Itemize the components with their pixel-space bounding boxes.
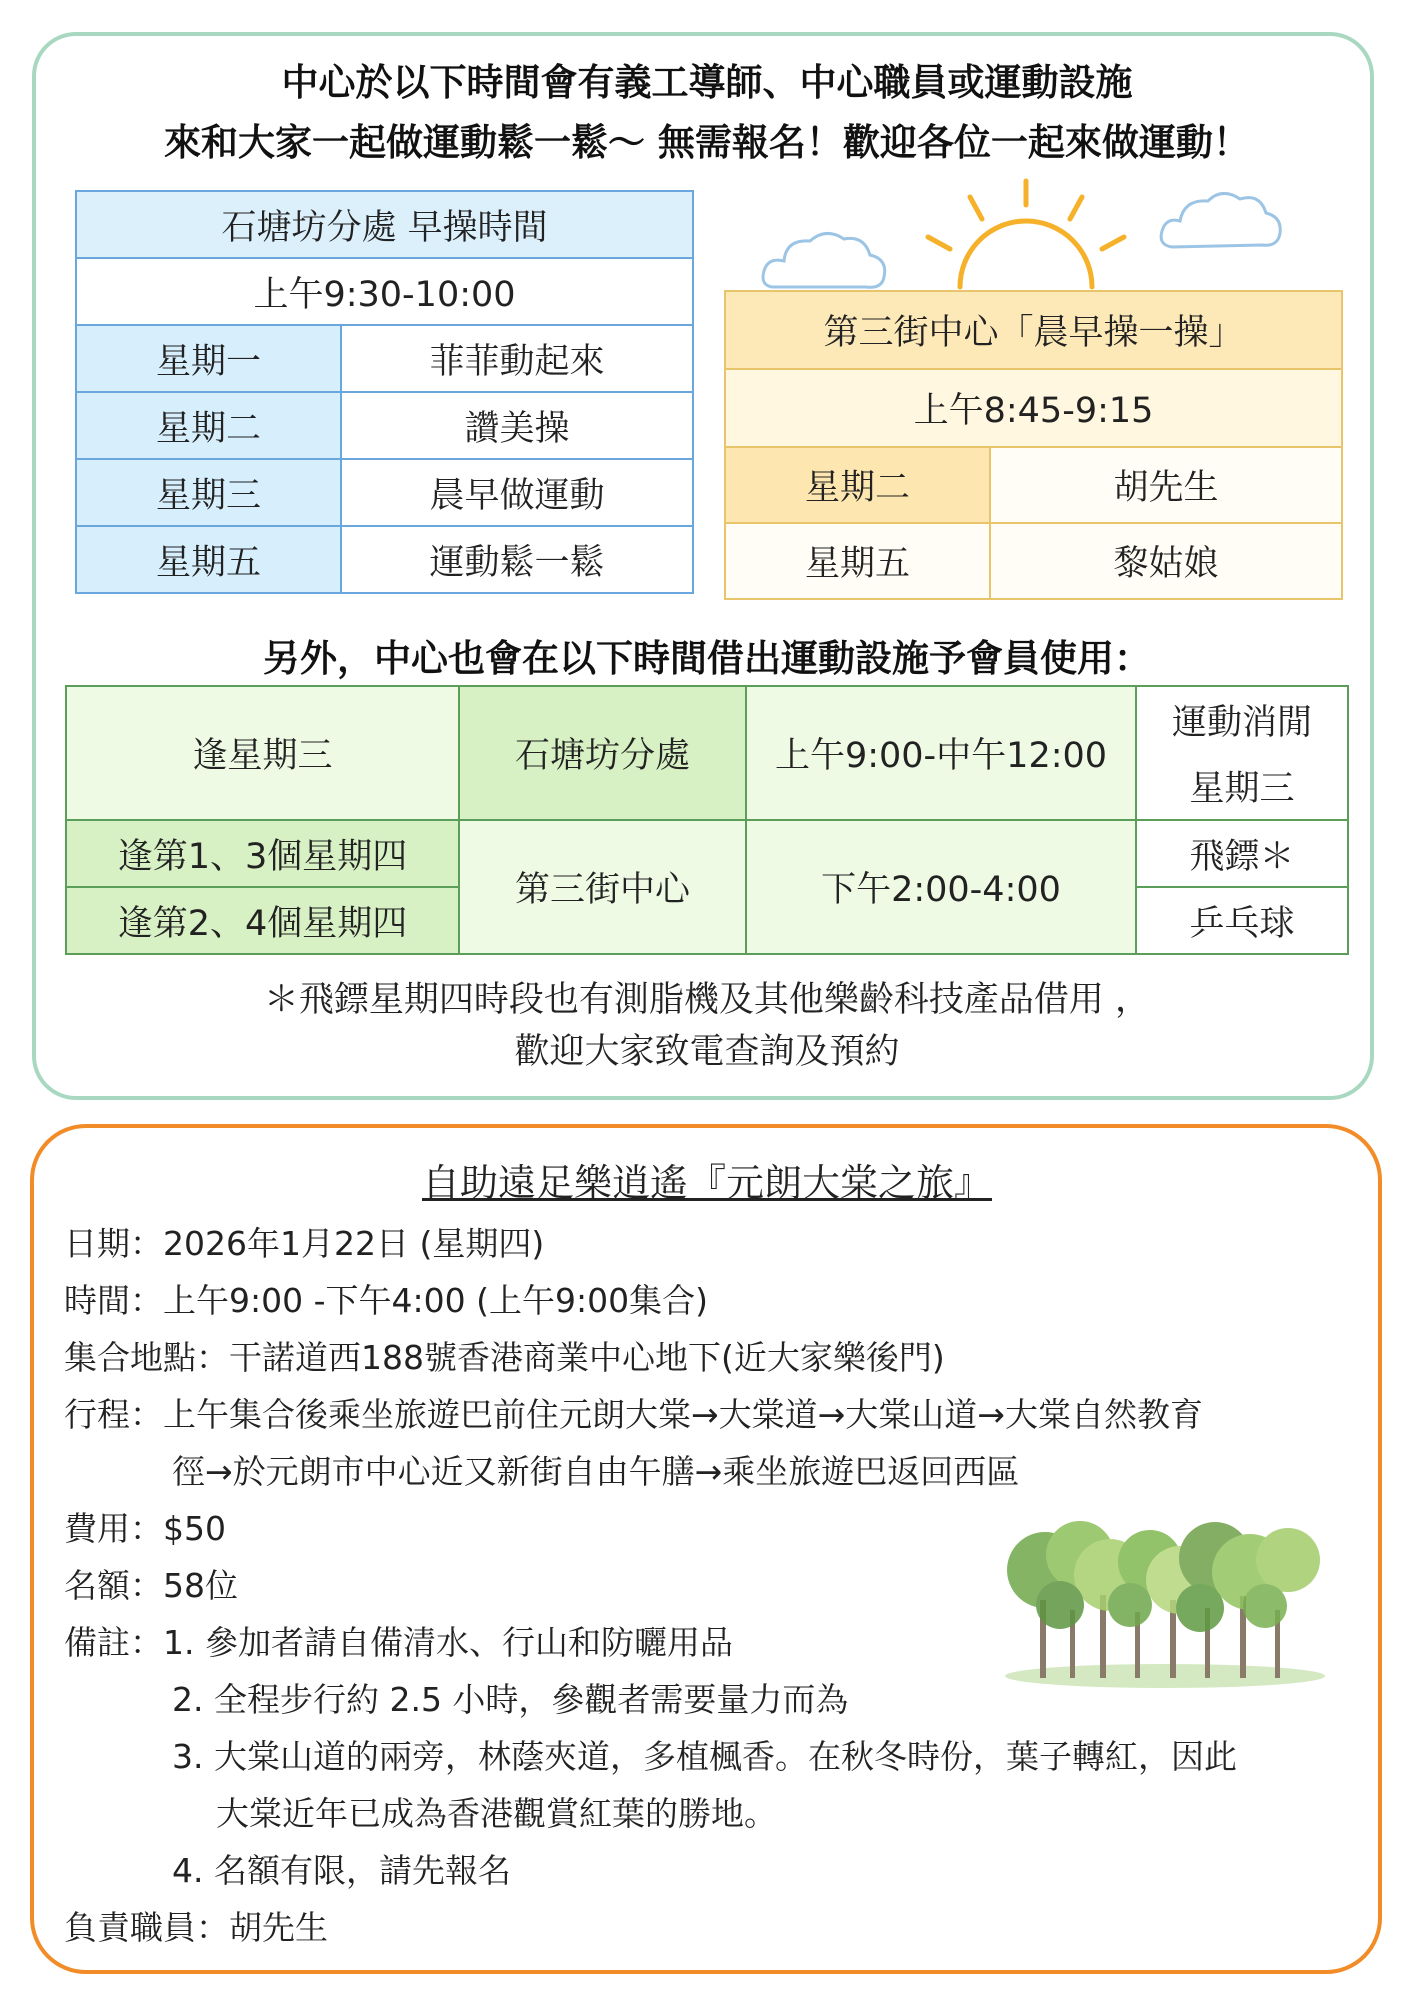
facilities-note-line2: 歡迎大家致電查詢及預約: [514, 1032, 900, 1072]
table-row: [66, 820, 1348, 887]
day-cell: 星期二: [76, 392, 341, 459]
when-cell: 逢第2、4個星期四: [66, 887, 459, 954]
trees-illustration: [1000, 1500, 1330, 1690]
trip-remark-4: 4. 名額有限，請先報名: [172, 1851, 511, 1890]
trip-meeting-point: 集合地點：干諾道西188號香港商業中心地下(近大家樂後門): [64, 1338, 945, 1377]
trip-remark-3b: 大棠近年已成為香港觀賞紅葉的勝地。: [216, 1794, 777, 1833]
cloud-right-icon: [1161, 193, 1280, 247]
trip-fee: 費用：$50: [64, 1509, 226, 1548]
shitang-schedule-table: [75, 190, 694, 594]
section-heading-line2: 來和大家一起做運動鬆一鬆～ 無需報名！歡迎各位一起來做運動！: [164, 121, 1250, 164]
cloud-left-icon: [763, 233, 885, 287]
third-street-title: 第三街中心「晨早操一操」: [725, 291, 1342, 369]
item-cell: 乒乓球: [1136, 887, 1348, 954]
trip-route-line1: 行程：上午集合後乘坐旅遊巴前住元朗大棠→大棠道→大棠山道→大棠自然教育: [64, 1395, 1203, 1434]
activity-cell: 菲菲動起來: [341, 325, 693, 392]
when-cell: 逢第1、3個星期四: [66, 820, 459, 887]
third-street-time: 上午8:45-9:15: [725, 369, 1342, 447]
trip-remark-3a: 3. 大棠山道的兩旁，林蔭夾道，多植楓香。在秋冬時份，葉子轉紅，因此: [172, 1737, 1237, 1776]
activity-cell: 運動鬆一鬆: [341, 526, 693, 593]
where-cell: 石塘坊分處: [459, 686, 746, 820]
day-cell: 星期五: [725, 523, 990, 599]
table-row: [76, 459, 693, 526]
time-cell: 上午9:00-中午12:00: [746, 686, 1136, 820]
day-cell: 星期二: [725, 447, 990, 523]
item-cell-line1: 運動消閒: [1136, 686, 1348, 753]
section-heading-line1: 中心於以下時間會有義工導師、中心職員或運動設施: [281, 61, 1133, 104]
trip-staff: 負責職員：胡先生: [64, 1908, 328, 1947]
item-cell: 飛鏢＊: [1136, 820, 1348, 887]
facilities-table: [65, 685, 1349, 955]
table-row: [76, 526, 693, 593]
shitang-title: 石塘坊分處 早操時間: [76, 191, 693, 258]
when-cell: 逢星期三: [66, 686, 459, 820]
table-row: [725, 523, 1342, 599]
time-cell: 下午2:00-4:00: [746, 820, 1136, 954]
table-row: [76, 325, 693, 392]
day-cell: 星期五: [76, 526, 341, 593]
item-cell-line2: 星期三: [1136, 753, 1348, 820]
day-cell: 星期一: [76, 325, 341, 392]
trip-remark-1: 備註：1. 參加者請自備清水、行山和防曬用品: [64, 1623, 733, 1662]
trip-quota: 名額：58位: [64, 1566, 238, 1605]
leader-cell: 黎姑娘: [990, 523, 1342, 599]
trip-time: 時間：上午9:00 -下午4:00 (上午9:00集合): [64, 1281, 708, 1320]
table-row: [76, 392, 693, 459]
third-street-schedule-table: [724, 290, 1343, 600]
day-cell: 星期三: [76, 459, 341, 526]
trip-route-line2: 徑→於元朗市中心近又新街自由午膳→乘坐旅遊巴返回西區: [172, 1452, 1020, 1491]
leader-cell: 胡先生: [990, 447, 1342, 523]
sun-icon: [928, 181, 1124, 287]
table-row: [725, 447, 1342, 523]
trip-date: 日期：2026年1月22日 (星期四): [64, 1224, 545, 1263]
where-cell: 第三街中心: [459, 820, 746, 954]
trip-remark-2: 2. 全程步行約 2.5 小時，參觀者需要量力而為: [172, 1680, 849, 1719]
activity-cell: 晨早做運動: [341, 459, 693, 526]
trip-title: 自助遠足樂逍遙『元朗大棠之旅』: [421, 1161, 992, 1205]
table-row: [66, 686, 1348, 753]
facilities-note-line1: ＊飛鏢星期四時段也有測脂機及其他樂齡科技產品借用 ，: [263, 980, 1151, 1020]
sun-clouds-illustration: [760, 175, 1300, 295]
shitang-time: 上午9:30-10:00: [76, 258, 693, 325]
activity-cell: 讚美操: [341, 392, 693, 459]
facilities-heading: 另外，中心也會在以下時間借出運動設施予會員使用：: [263, 637, 1151, 680]
